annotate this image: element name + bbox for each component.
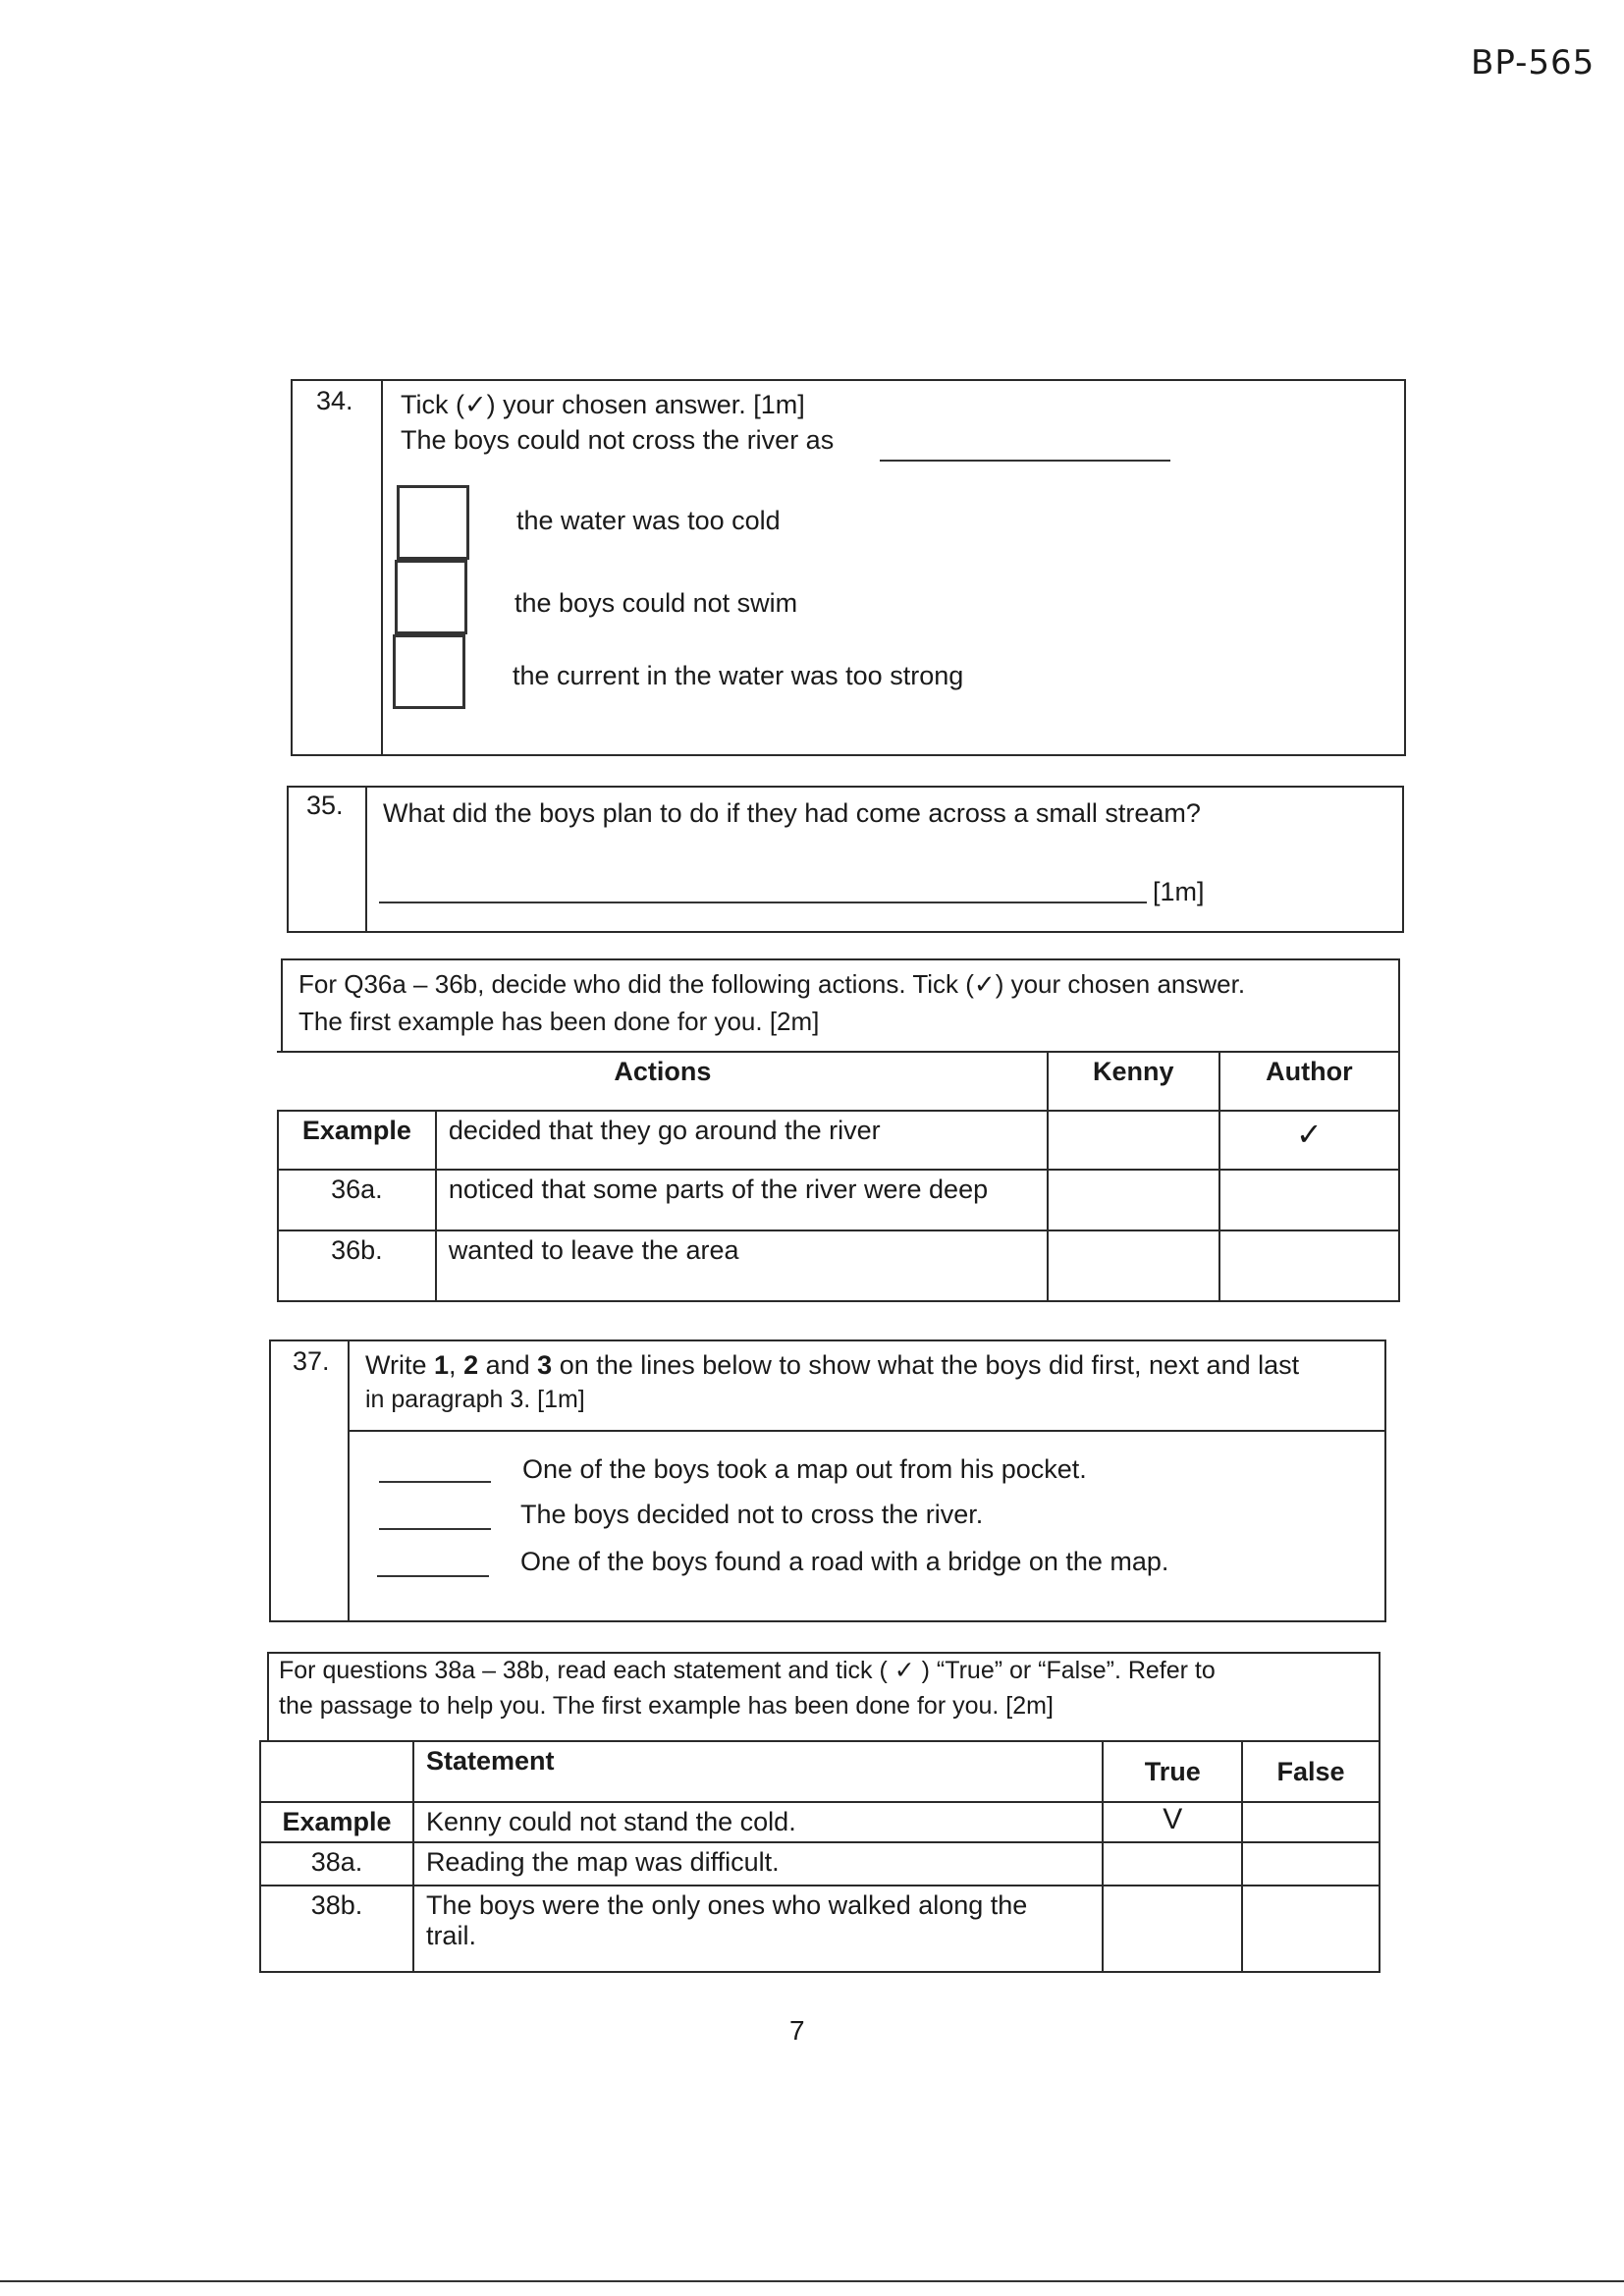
q36-header-kenny: Kenny — [1048, 1052, 1219, 1111]
q37-item-3: One of the boys found a road with a bridge on the map. — [520, 1547, 1169, 1576]
q37-answer-blank-2[interactable] — [379, 1528, 491, 1530]
q35-answer-line[interactable] — [379, 902, 1147, 903]
table-row — [278, 1111, 1399, 1170]
q36-kenny-cell[interactable] — [1048, 1230, 1219, 1301]
q38-row-statement-line1: The boys were the only ones who walked along the — [425, 1890, 1028, 1920]
q38-false-cell[interactable] — [1242, 1886, 1380, 1972]
q36-kenny-cell[interactable] — [1048, 1170, 1219, 1230]
table-row — [260, 1802, 1380, 1842]
page-number: 7 — [789, 2015, 805, 2046]
q37-divider — [348, 1339, 350, 1622]
q37-instruction-text: on the lines below to show what the boys did first, next and last — [552, 1350, 1300, 1380]
q38-row-label: Example — [260, 1802, 413, 1842]
table-row — [260, 1886, 1380, 1972]
q38-true-cell[interactable] — [1103, 1886, 1242, 1972]
q37-answer-blank-1[interactable] — [379, 1481, 491, 1483]
q34-option-3-checkbox[interactable] — [393, 634, 465, 709]
q36-header-actions: Actions — [278, 1052, 1048, 1111]
q38-row-statement-line2: trail. — [425, 1921, 476, 1951]
q37-number-1: 1 — [434, 1350, 450, 1380]
q36-row-label: Example — [278, 1111, 436, 1170]
q36-author-cell[interactable] — [1219, 1170, 1399, 1230]
q37-instruction-text: Write — [365, 1350, 435, 1380]
q36-row-action: decided that they go around the river — [436, 1111, 1048, 1170]
q38-row-statement: Kenny could not stand the cold. — [413, 1802, 1103, 1842]
q37-number-2: 2 — [463, 1350, 479, 1380]
q38-header-true: True — [1103, 1741, 1242, 1802]
q34-instruction: Tick (✓) your chosen answer. [1m] — [401, 390, 805, 419]
q35-divider — [365, 786, 367, 933]
q37-sep: and — [478, 1350, 538, 1380]
q38-true-cell[interactable] — [1103, 1842, 1242, 1886]
q36-row-label: 36a. — [278, 1170, 436, 1230]
q38-row-label: 38b. — [260, 1886, 413, 1972]
q37-item-1: One of the boys took a map out from his pocket. — [522, 1454, 1087, 1484]
q34-answer-blank[interactable] — [880, 460, 1170, 462]
q36-row-action: wanted to leave the area — [436, 1230, 1048, 1301]
q36-instruction-line2: The first example has been done for you. [2m] — [298, 1007, 820, 1036]
q35-number: 35. — [306, 791, 344, 820]
q38-instruction-line1: For questions 38a – 38b, read each statement and tick ( ✓ ) “True” or “False”. Refer to — [279, 1657, 1216, 1684]
q38-row-statement: Reading the map was difficult. — [413, 1842, 1103, 1886]
q38-row-label: 38a. — [260, 1842, 413, 1886]
q36-row-label: 36b. — [278, 1230, 436, 1301]
q34-option-2-checkbox[interactable] — [395, 560, 467, 634]
q35-marks: [1m] — [1153, 877, 1205, 906]
q36-author-cell[interactable]: ✓ — [1219, 1111, 1399, 1170]
q37-number: 37. — [293, 1346, 330, 1376]
q34-option-2: the boys could not swim — [514, 588, 798, 618]
q36-header-author: Author — [1219, 1052, 1399, 1111]
q34-divider — [381, 379, 383, 756]
q38-true-cell[interactable]: V — [1103, 1802, 1242, 1842]
q38-header-statement: Statement — [413, 1741, 1103, 1802]
q36-author-cell[interactable] — [1219, 1230, 1399, 1301]
q38-false-cell[interactable] — [1242, 1802, 1380, 1842]
table-row — [278, 1170, 1399, 1230]
page-bottom-divider — [0, 2280, 1624, 2282]
q34-option-1-checkbox[interactable] — [397, 485, 469, 560]
q36-instruction-line1: For Q36a – 36b, decide who did the following actions. Tick (✓) your chosen answer. — [298, 969, 1246, 999]
q38-header-false: False — [1242, 1741, 1380, 1802]
q38-instruction-line2: the passage to help you. The first example has been done for you. [2m] — [279, 1692, 1054, 1720]
table-row — [278, 1230, 1399, 1301]
q36-table — [277, 1051, 1400, 1302]
table-row — [260, 1842, 1380, 1886]
q38-header-blank — [260, 1741, 413, 1802]
q37-answer-blank-3[interactable] — [377, 1575, 489, 1577]
q37-instruction-line2: in paragraph 3. [1m] — [365, 1386, 585, 1413]
q36-row-action: noticed that some parts of the river were deep — [436, 1170, 1048, 1230]
q36-kenny-cell[interactable] — [1048, 1111, 1219, 1170]
q37-item-2: The boys decided not to cross the river. — [520, 1500, 984, 1529]
q34-stem: The boys could not cross the river as — [401, 425, 835, 455]
document-code: BP-565 — [1471, 43, 1596, 82]
q37-instruction-line1 — [365, 1349, 1299, 1383]
q37-instruction-underline — [348, 1430, 1386, 1432]
q38-row-statement — [413, 1886, 1103, 1972]
q37-number-3: 3 — [537, 1350, 553, 1380]
q34-option-1: the water was too cold — [516, 506, 781, 535]
q34-option-3: the current in the water was too strong — [513, 661, 964, 690]
q37-sep: , — [449, 1350, 464, 1380]
q34-number: 34. — [316, 386, 353, 415]
q38-table — [259, 1740, 1380, 1973]
q38-false-cell[interactable] — [1242, 1842, 1380, 1886]
q35-question: What did the boys plan to do if they had come across a small stream? — [383, 798, 1201, 828]
